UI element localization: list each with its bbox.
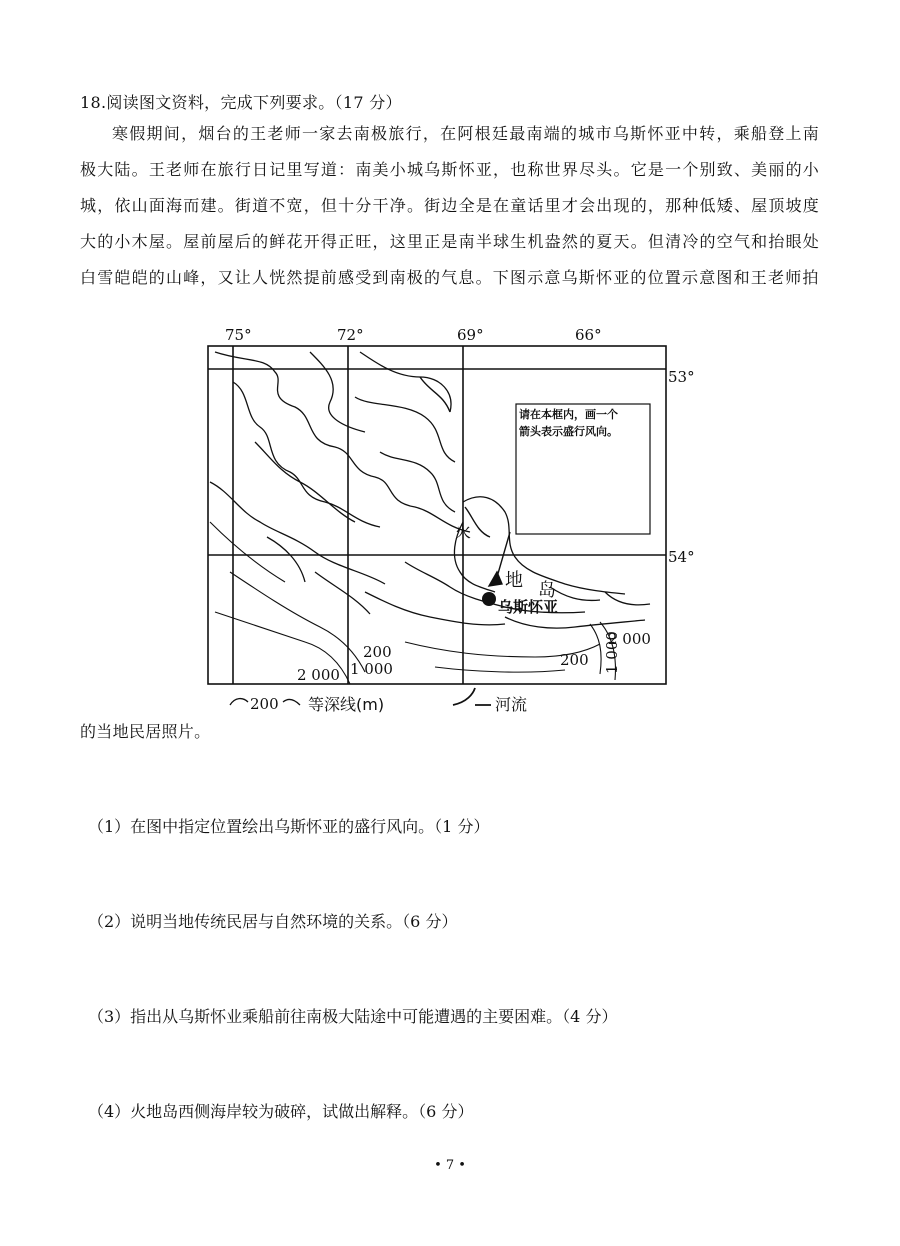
lon-label-72: 72° (337, 326, 364, 344)
depth-label: 2 000 (297, 666, 340, 684)
answer-box[interactable] (516, 404, 650, 534)
depth-label: 2 000 (608, 630, 651, 648)
legend (230, 688, 527, 714)
depth-label: 1 000 (350, 660, 393, 678)
legend-river-label: 河流 (495, 695, 528, 714)
subquestion-2: （2）说明当地传统民居与自然环境的关系。（6 分） (88, 912, 458, 931)
question-paragraph: 寒假期间，烟台的王老师一家去南极旅行，在阿根廷最南端的城市乌斯怀亚中转，乘船登上南极大陆。王老师在旅行日记里写道：南美小城乌斯怀亚，也称世界尽头。它是一个别致、美丽的小城，依山面海而建。街道不宽，但十分干净。街边全是在童话里才会出现的，那种低矮、屋顶坡度大的小木屋。屋前屋后的鲜花开得正旺，这里正是南半球生机盎然的夏天。但清冷的空气和抬眼处白雪皑皑的山峰，又让人恍然提前感受到南极的气息。下图示意乌斯怀亚的位置示意图和王老师拍 (80, 124, 820, 287)
answer-box-instruction-1: 请在本框内，画一个 (519, 408, 618, 421)
lon-label-66: 66° (575, 326, 602, 344)
city-dot (482, 592, 496, 606)
answer-box-instruction-2: 箭头表示盛行风向。 (519, 425, 618, 438)
lon-label-75: 75° (225, 326, 252, 344)
island-label-3: 岛 (538, 580, 556, 601)
paragraph-end: 的当地民居照片。 (80, 722, 211, 741)
legend-contour-label: 等深线(m) (308, 695, 385, 714)
depth-label: 1 000 (603, 631, 621, 674)
legend-contour-value: 200 (250, 695, 279, 713)
page-number: • 7 • (434, 1158, 466, 1173)
location-map (205, 322, 700, 717)
lat-label-53: 53° (668, 368, 695, 386)
depth-label: 200 (560, 651, 589, 669)
city-name: 乌斯怀亚 (498, 598, 559, 616)
subquestion-4: （4）火地岛西侧海岸较为破碎，试做出解释。（6 分） (88, 1102, 474, 1121)
lon-label-69: 69° (457, 326, 484, 344)
lat-label-54: 54° (668, 548, 695, 566)
island-label-2: 地 (505, 570, 523, 591)
subquestion-3: （3）指出从乌斯怀业乘船前往南极大陆途中可能遭遇的主要困难。（4 分） (88, 1007, 618, 1026)
depth-label: 200 (363, 643, 392, 661)
subquestion-1: （1）在图中指定位置绘出乌斯怀亚的盛行风向。（1 分） (88, 817, 490, 836)
question-header: 18.阅读图文资料，完成下列要求。（17 分） (80, 93, 402, 112)
island-label-1: 火 (455, 522, 472, 541)
